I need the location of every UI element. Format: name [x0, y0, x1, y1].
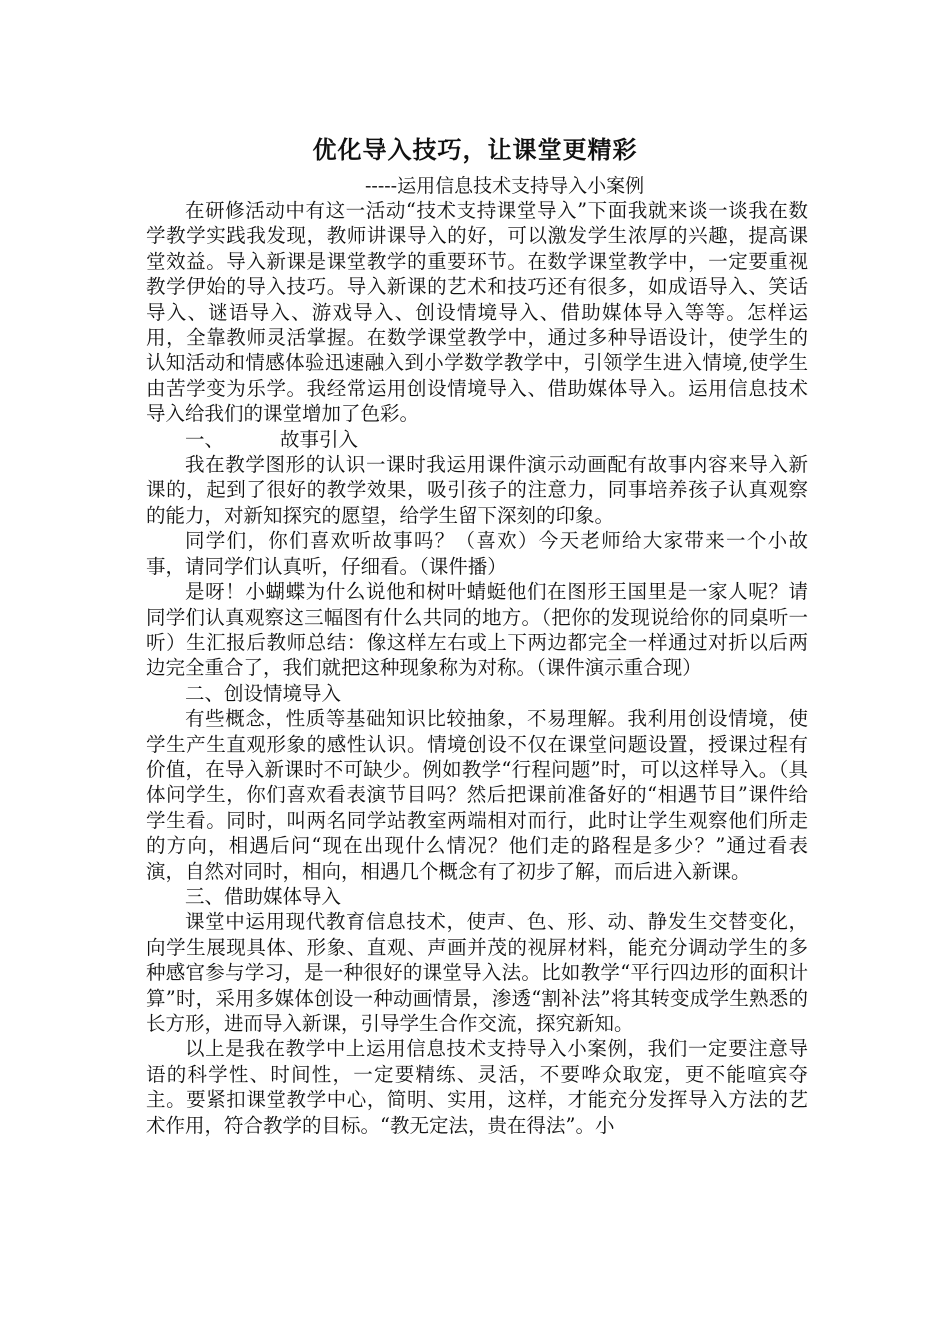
story-paragraph-3: 是呀！小蝴蝶为什么说他和树叶蜻蜓他们在图形王国里是一家人呢？请同学们认真观察这三幅图有什么共同的地方。（把你的发现说给你的同桌听一听）生汇报后教师总结：像这样左右或上下两边都完全一样通过对折以后两边完全重合了，我们就把这种现象称为对称。（课件演示重合现） — [146, 580, 808, 680]
document-title: 优化导入技巧，让课堂更精彩 — [312, 135, 638, 164]
section-number: 一、 — [185, 427, 225, 451]
story-paragraph-1: 我在教学图形的认识一课时我运用课件演示动画配有故事内容来导入新课的，起到了很好的教学效果，吸引孩子的注意力，同事培养孩子认真观察的能力，对新知探究的愿望，给学生留下深刻的印象。 — [146, 453, 808, 527]
section-title: 故事引入 — [280, 427, 359, 451]
situation-paragraph: 有些概念，性质等基础知识比较抽象，不易理解。我利用创设情境，使学生产生直观形象的感性认识。情境创设不仅在课堂问题设置，授课过程有价值，在导入新课时不可缺少。例如教学“行程问题”时，可以这样导入。（具体问学生，你们喜欢看表演节目吗？然后把课前准备好的“相遇节目”课件给学生看。同时，叫两名同学站教室两端相对而行，此时让学生观察他们所走的方向，相遇后问“现在出现什么情况？他们走的路程是多少？”通过看表演，自然对同时，相向，相遇几个概念有了初步了解，而后进入新课。 — [146, 707, 808, 883]
section-heading-story — [146, 427, 808, 452]
conclusion-paragraph: 以上是我在教学中上运用信息技术支持导入小案例，我们一定要注意导语的科学性、时间性，一定要精练、灵活，不要哗众取宠，更不能喧宾夺主。要紧扣课堂教学中心，简明、实用，这样，才能充分发挥导入方法的艺术作用，符合教学的目标。“教无定法，贵在得法”。小 — [146, 1037, 808, 1137]
document-subtitle: -----运用信息技术支持导入小案例 — [365, 175, 645, 197]
section-heading-media: 三、借助媒体导入 — [185, 884, 342, 908]
intro-paragraph: 在研修活动中有这一活动“技术支持课堂导入”下面我就来谈一谈我在数学教学实践我发现，教师讲课导入的好，可以激发学生浓厚的兴趣，提高课堂效益。导入新课是课堂教学的重要环节。在数学课堂教学中，一定要重视教学伊始的导入技巧。导入新课的艺术和技巧还有很多，如成语导入、笑话导入、谜语导入、游戏导入、创设情境导入、借助媒体导入等等。怎样运用，全靠教师灵活掌握。在数学课堂教学中，通过多种导语设计，使学生的认知活动和情感体验迅速融入到小学数学教学中，引领学生进入情境,使学生由苦学变为乐学。我经常运用创设情境导入、借助媒体导入。运用信息技术导入给我们的课堂增加了色彩。 — [146, 199, 808, 426]
section-heading-situation: 二、创设情境导入 — [185, 681, 342, 705]
document-body — [146, 198, 808, 1138]
story-paragraph-2: 同学们，你们喜欢听故事吗？（喜欢）今天老师给大家带来一个小故事，请同学们认真听，仔细看。（课件播） — [146, 529, 808, 578]
media-paragraph: 课堂中运用现代教育信息技术，使声、色、形、动、静发生交替变化，向学生展现具体、形象、直观、声画并茂的视屏材料，能充分调动学生的多种感官参与学习，是一种很好的课堂导入法。比如教学“平行四边形的面积计算”时，采用多媒体创设一种动画情景，渗透“割补法”将其转变成学生熟悉的长方形，进而导入新课，引导学生合作交流，探究新知。 — [146, 910, 808, 1035]
